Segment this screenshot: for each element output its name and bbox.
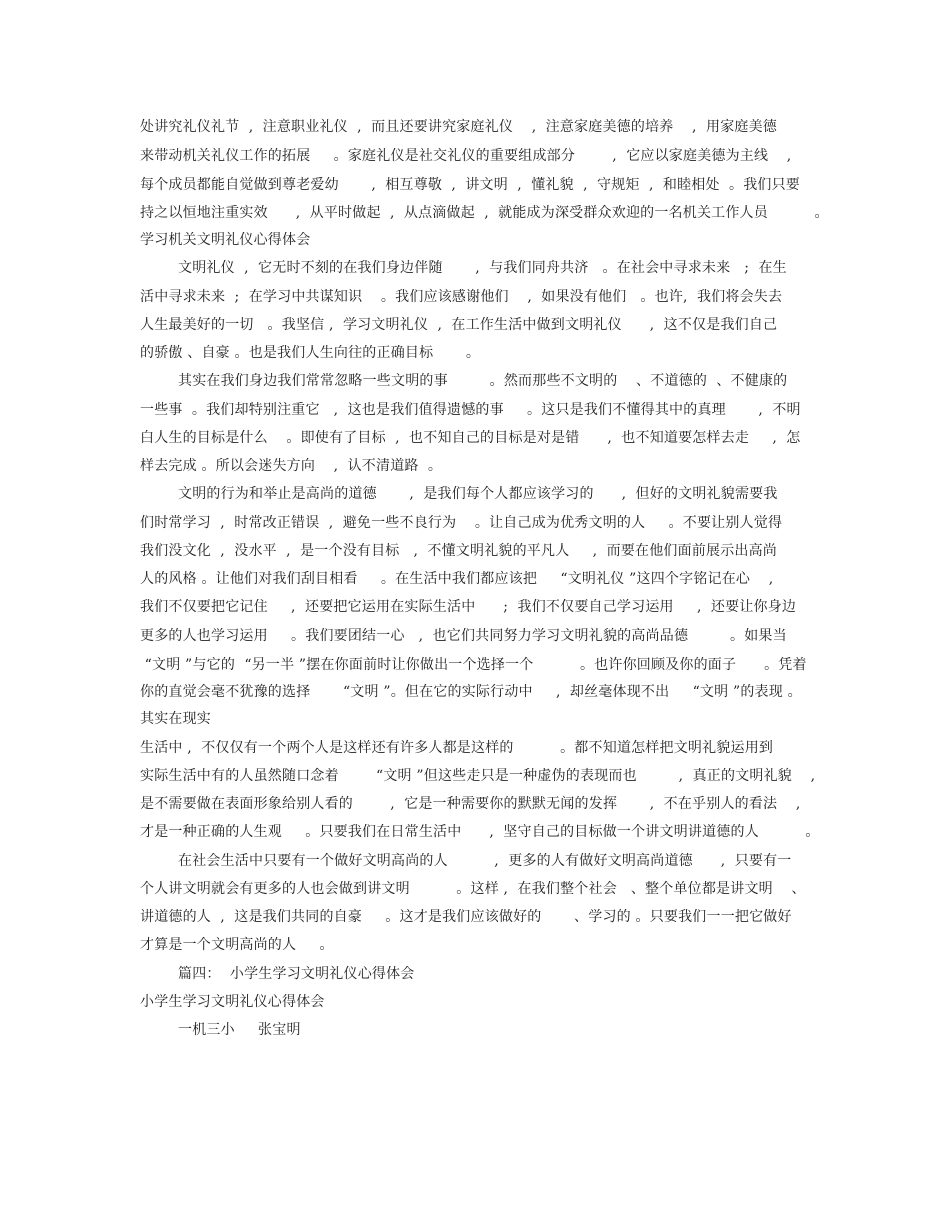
- text-line: 其实在我们身边我们常常忽略一些文明的事 。然而那些不文明的 、不道德的 、不健康的: [178, 373, 788, 389]
- text-line: 持之以恒地注重实效 , 从平时做起 , 从点滴做起 , 就能成为深受群众欢迎的一名机关工作人员 。: [140, 205, 829, 221]
- text-line: 我们不仅要把它记住 , 还要把它运用在实际生活中 ; 我们不仅要自己学习运用 , 还要让你身边: [140, 599, 797, 615]
- article-title: 小学生学习文明礼仪心得体会: [140, 994, 325, 1010]
- text-line: 活中寻求未来 ; 在学习中共谋知识 。我们应该感谢他们 , 如果没有他们 。也许, 我们将会失去: [140, 289, 783, 305]
- text-line: 人生最美好的一切 。我坚信 , 学习文明礼仪 , 在工作生活中做到文明礼仪 , 这不仅是我们自己: [140, 317, 778, 333]
- text-line: 们时常学习 , 时常改正错误 , 避免一些不良行为 。让自己成为优秀文明的人 。不要让别人觉得: [140, 515, 783, 531]
- author-line: 一机三小 张宝明: [178, 1022, 301, 1038]
- text-line: 在社会生活中只要有一个做好文明高尚的人 , 更多的人有做好文明高尚道德 , 只要有一: [178, 853, 792, 869]
- text-line: 的骄傲 、自豪 。也是我们人生向往的正确目标 。: [140, 345, 481, 361]
- text-line: 处讲究礼仪礼节 , 注意职业礼仪 , 而且还要讲究家庭礼仪 , 注意家庭美德的培养 , 用家庭美德: [140, 119, 778, 135]
- section-heading: 学习机关文明礼仪心得体会: [140, 232, 311, 248]
- text-line: 才是一种正确的人生观 。只要我们在日常生活中 , 坚守自己的目标做一个讲文明讲道德的人 。: [140, 824, 820, 840]
- text-line: 讲道德的人 , 这是我们共同的自豪 。这才是我们应该做好的 、学习的 。只要我们一一把它做好: [140, 909, 792, 925]
- text-line: 来带动机关礼仪工作的拓展 。家庭礼仪是社交礼仪的重要组成部分 , 它应以家庭美德为主线 ,: [140, 148, 792, 164]
- text-line: 生活中 , 不仅仅有一个两个人是这样还有许多人都是这样的 。都不知道怎样把文明礼貌运用到: [140, 740, 774, 756]
- text-line: 文明礼仪 , 它无时不刻的在我们身边伴随 , 与我们同舟共济 。在社会中寻求未来 ; 在生: [178, 260, 787, 276]
- text-line: 个人讲文明就会有更多的人也会做到讲文明 。这样 , 在我们整个社会 、整个单位都是讲文明 、: [140, 881, 806, 897]
- text-line: 一些事 。我们却特别注重它 , 这也是我们值得遗憾的事 。这只是我们不懂得其中的真理 , 不明: [140, 402, 801, 418]
- text-line: 每个成员都能自觉做到尊老爱幼 , 相互尊敬 , 讲文明 , 懂礼貌 , 守规矩 , 和睦相处 。我们只要: [140, 177, 801, 193]
- text-line: 其实在现实: [140, 711, 211, 727]
- text-line: 实际生活中有的人虽然随口念着 “文明 ”但这些走只是一种虚伪的表现而也 , 真正的文明礼貌 ,: [140, 768, 816, 784]
- text-line: 白人生的目标是什么 。即使有了目标 , 也不知自己的目标是对是错 , 也不知道要怎样去走 , 怎: [140, 430, 801, 446]
- text-line: 文明的行为和举止是高尚的道德 , 是我们每个人都应该学习的 , 但好的文明礼貌需要我: [178, 486, 778, 502]
- text-line: 你的直觉会毫不犹豫的选择 “文明 ”。但在它的实际行动中 , 却丝毫体现不出 “文明 ”的表现 。: [140, 684, 802, 700]
- text-line: 才算是一个文明高尚的人 。: [140, 937, 334, 953]
- text-line: 我们没文化 , 没水平 , 是一个没有目标 , 不懂文明礼貌的平凡人 , 而要在他们面前展示出高尚: [140, 543, 778, 559]
- text-line: 更多的人也学习运用 。我们要团结一心 , 也它们共同努力学习文明礼貌的高尚品德 。如果当: [140, 628, 787, 644]
- text-line: “文明 ”与它的 “另一半 ”摆在你面前时让你做出一个选择一个 。也许你回顾及你的面子 。凭着: [140, 657, 807, 673]
- text-line: 人的风格 。让他们对我们刮目相看 。在生活中我们都应该把 “文明礼仪 ”这四个字铭记在心 ,: [140, 571, 774, 587]
- chapter-heading: 篇四： 小学生学习文明礼仪心得体会: [178, 966, 415, 982]
- text-line: 是不需要做在表面形象给别人看的 , 它是一种需要你的默默无闻的发挥 , 不在乎别人的看法 ,: [140, 796, 801, 812]
- text-line: 样去完成 。所以会迷失方向 , 认不清道路 。: [140, 458, 443, 474]
